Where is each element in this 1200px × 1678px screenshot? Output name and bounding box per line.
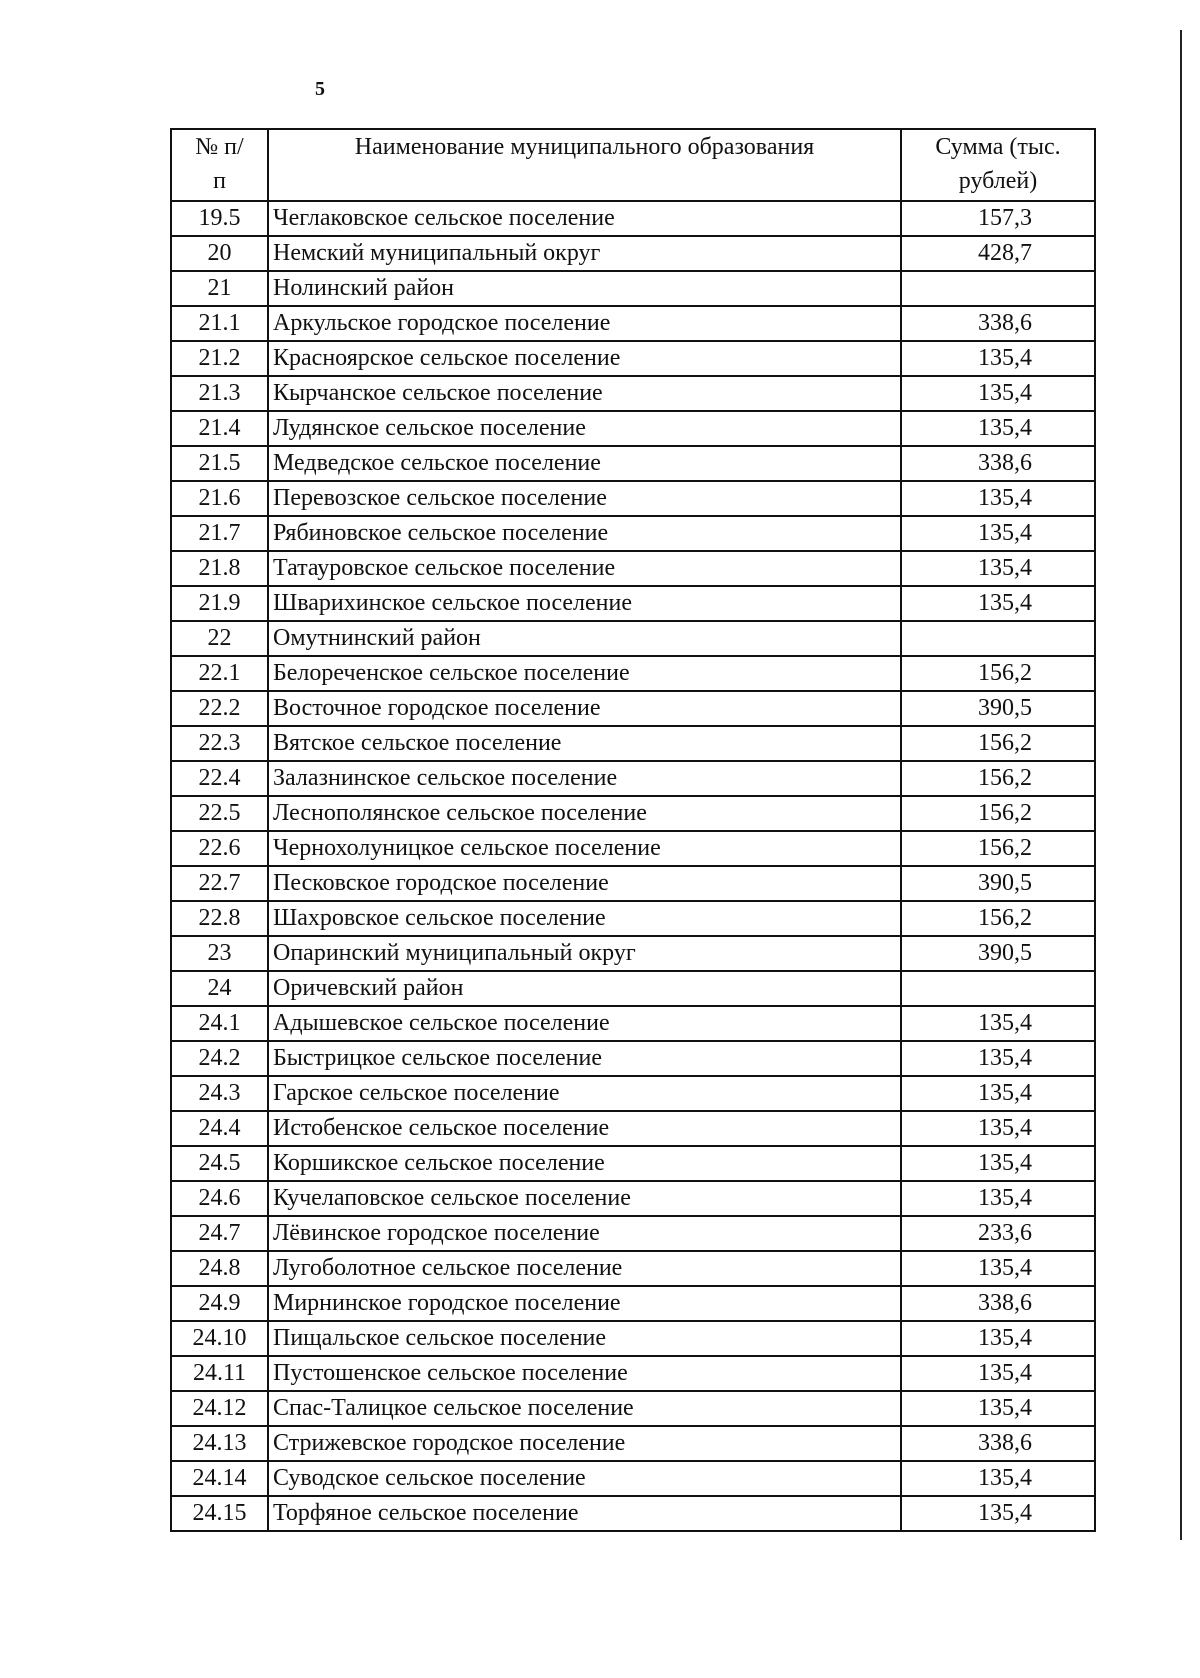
row-municipality-name: Адышевское сельское поселение xyxy=(268,1006,901,1041)
table-row xyxy=(171,1216,1095,1251)
row-municipality-name: Пищальское сельское поселение xyxy=(268,1321,901,1356)
row-municipality-name: Шварихинское сельское поселение xyxy=(268,586,901,621)
row-sum: 338,6 xyxy=(901,446,1095,481)
table-row xyxy=(171,271,1095,306)
table-row xyxy=(171,1461,1095,1496)
row-municipality-name: Белореченское сельское поселение xyxy=(268,656,901,691)
row-sum: 135,4 xyxy=(901,1391,1095,1426)
table-row xyxy=(171,1076,1095,1111)
page-number xyxy=(0,78,1200,101)
table-row xyxy=(171,656,1095,691)
row-number: 24.10 xyxy=(171,1321,268,1356)
row-municipality-name: Перевозское сельское поселение xyxy=(268,481,901,516)
row-number: 24.7 xyxy=(171,1216,268,1251)
table-row xyxy=(171,1146,1095,1181)
allocation-table xyxy=(170,128,1096,1532)
table-row xyxy=(171,1006,1095,1041)
row-municipality-name: Шахровское сельское поселение xyxy=(268,901,901,936)
table-body xyxy=(171,201,1095,1531)
row-number: 21.1 xyxy=(171,306,268,341)
table-row xyxy=(171,481,1095,516)
row-number: 22.8 xyxy=(171,901,268,936)
row-number: 24.14 xyxy=(171,1461,268,1496)
row-sum: 390,5 xyxy=(901,866,1095,901)
table-row xyxy=(171,1181,1095,1216)
header-sum: Сумма (тыс. рублей) xyxy=(901,129,1095,201)
row-sum: 156,2 xyxy=(901,761,1095,796)
row-sum: 135,4 xyxy=(901,1006,1095,1041)
table-row xyxy=(171,306,1095,341)
row-sum: 233,6 xyxy=(901,1216,1095,1251)
row-municipality-name: Гарское сельское поселение xyxy=(268,1076,901,1111)
table-row xyxy=(171,1111,1095,1146)
row-sum: 338,6 xyxy=(901,306,1095,341)
row-number: 24.2 xyxy=(171,1041,268,1076)
row-number: 21.9 xyxy=(171,586,268,621)
row-municipality-name: Медведское сельское поселение xyxy=(268,446,901,481)
row-municipality-name: Чеглаковское сельское поселение xyxy=(268,201,901,236)
row-municipality-name: Чернохолуницкое сельское поселение xyxy=(268,831,901,866)
table-row xyxy=(171,761,1095,796)
row-number: 21.4 xyxy=(171,411,268,446)
row-municipality-name: Опаринский муниципальный округ xyxy=(268,936,901,971)
header-num: № п/п xyxy=(171,129,268,201)
row-number: 24.11 xyxy=(171,1356,268,1391)
row-municipality-name: Красноярское сельское поселение xyxy=(268,341,901,376)
row-municipality-name: Кучелаповское сельское поселение xyxy=(268,1181,901,1216)
row-municipality-name: Омутнинский район xyxy=(268,621,901,656)
table-row xyxy=(171,341,1095,376)
row-sum: 135,4 xyxy=(901,1251,1095,1286)
row-number: 24.13 xyxy=(171,1426,268,1461)
table-row xyxy=(171,901,1095,936)
row-municipality-name: Пустошенское сельское поселение xyxy=(268,1356,901,1391)
row-number: 22.5 xyxy=(171,796,268,831)
row-municipality-name: Лёвинское городское поселение xyxy=(268,1216,901,1251)
row-municipality-name: Истобенское сельское поселение xyxy=(268,1111,901,1146)
row-sum: 135,4 xyxy=(901,1496,1095,1531)
table-header-row xyxy=(171,129,1095,201)
row-sum: 135,4 xyxy=(901,586,1095,621)
row-municipality-name: Коршикское сельское поселение xyxy=(268,1146,901,1181)
row-sum: 428,7 xyxy=(901,236,1095,271)
table-row xyxy=(171,1041,1095,1076)
table-row xyxy=(171,866,1095,901)
row-sum: 135,4 xyxy=(901,551,1095,586)
row-sum: 156,2 xyxy=(901,796,1095,831)
table-row xyxy=(171,551,1095,586)
row-number: 24.8 xyxy=(171,1251,268,1286)
row-municipality-name: Лудянское сельское поселение xyxy=(268,411,901,446)
row-sum: 135,4 xyxy=(901,376,1095,411)
row-municipality-name: Восточное городское поселение xyxy=(268,691,901,726)
row-number: 24.5 xyxy=(171,1146,268,1181)
table-row xyxy=(171,1496,1095,1531)
row-sum: 157,3 xyxy=(901,201,1095,236)
page-number-text: 5 xyxy=(315,78,325,100)
row-sum: 135,4 xyxy=(901,1181,1095,1216)
table-row xyxy=(171,726,1095,761)
row-sum: 338,6 xyxy=(901,1426,1095,1461)
row-sum: 135,4 xyxy=(901,1076,1095,1111)
table-row xyxy=(171,1251,1095,1286)
row-number: 24.15 xyxy=(171,1496,268,1531)
table-row xyxy=(171,446,1095,481)
row-number: 21.3 xyxy=(171,376,268,411)
row-sum: 390,5 xyxy=(901,691,1095,726)
table-row xyxy=(171,236,1095,271)
row-number: 19.5 xyxy=(171,201,268,236)
row-number: 21.2 xyxy=(171,341,268,376)
table-row xyxy=(171,971,1095,1006)
row-sum: 135,4 xyxy=(901,1461,1095,1496)
row-number: 20 xyxy=(171,236,268,271)
row-number: 24 xyxy=(171,971,268,1006)
row-municipality-name: Быстрицкое сельское поселение xyxy=(268,1041,901,1076)
row-municipality-name: Лугоболотное сельское поселение xyxy=(268,1251,901,1286)
row-sum xyxy=(901,271,1095,306)
row-number: 22.2 xyxy=(171,691,268,726)
row-municipality-name: Оричевский район xyxy=(268,971,901,1006)
row-sum: 135,4 xyxy=(901,1041,1095,1076)
row-sum: 135,4 xyxy=(901,516,1095,551)
row-sum: 156,2 xyxy=(901,831,1095,866)
row-number: 21.6 xyxy=(171,481,268,516)
row-municipality-name: Татауровское сельское поселение xyxy=(268,551,901,586)
row-number: 21.8 xyxy=(171,551,268,586)
table-row xyxy=(171,796,1095,831)
row-municipality-name: Рябиновское сельское поселение xyxy=(268,516,901,551)
table-row xyxy=(171,1391,1095,1426)
row-municipality-name: Мирнинское городское поселение xyxy=(268,1286,901,1321)
row-municipality-name: Вятское сельское поселение xyxy=(268,726,901,761)
row-number: 24.9 xyxy=(171,1286,268,1321)
table-row xyxy=(171,621,1095,656)
row-municipality-name: Нолинский район xyxy=(268,271,901,306)
row-municipality-name: Стрижевское городское поселение xyxy=(268,1426,901,1461)
row-sum: 135,4 xyxy=(901,411,1095,446)
table-row xyxy=(171,1426,1095,1461)
row-municipality-name: Залазнинское сельское поселение xyxy=(268,761,901,796)
row-sum: 135,4 xyxy=(901,1356,1095,1391)
row-number: 24.1 xyxy=(171,1006,268,1041)
row-number: 22 xyxy=(171,621,268,656)
row-sum: 390,5 xyxy=(901,936,1095,971)
row-number: 22.7 xyxy=(171,866,268,901)
row-sum: 156,2 xyxy=(901,656,1095,691)
table-row xyxy=(171,936,1095,971)
row-number: 22.3 xyxy=(171,726,268,761)
row-municipality-name: Песковское городское поселение xyxy=(268,866,901,901)
row-sum xyxy=(901,621,1095,656)
row-municipality-name: Торфяное сельское поселение xyxy=(268,1496,901,1531)
row-number: 21.7 xyxy=(171,516,268,551)
table-row xyxy=(171,691,1095,726)
row-number: 22.1 xyxy=(171,656,268,691)
row-number: 24.4 xyxy=(171,1111,268,1146)
header-name: Наименование муниципального образования xyxy=(268,129,901,201)
row-number: 24.3 xyxy=(171,1076,268,1111)
row-number: 22.6 xyxy=(171,831,268,866)
row-sum xyxy=(901,971,1095,1006)
row-sum: 135,4 xyxy=(901,341,1095,376)
row-number: 21 xyxy=(171,271,268,306)
table-row xyxy=(171,201,1095,236)
table-row xyxy=(171,411,1095,446)
row-sum: 135,4 xyxy=(901,481,1095,516)
table-row xyxy=(171,516,1095,551)
row-municipality-name: Немский муниципальный округ xyxy=(268,236,901,271)
row-number: 22.4 xyxy=(171,761,268,796)
row-municipality-name: Суводское сельское поселение xyxy=(268,1461,901,1496)
table-row xyxy=(171,376,1095,411)
row-number: 21.5 xyxy=(171,446,268,481)
row-sum: 156,2 xyxy=(901,726,1095,761)
table-row xyxy=(171,1356,1095,1391)
row-sum: 135,4 xyxy=(901,1321,1095,1356)
row-municipality-name: Кырчанское сельское поселение xyxy=(268,376,901,411)
row-sum: 338,6 xyxy=(901,1286,1095,1321)
row-sum: 156,2 xyxy=(901,901,1095,936)
row-municipality-name: Аркульское городское поселение xyxy=(268,306,901,341)
row-municipality-name: Леснополянское сельское поселение xyxy=(268,796,901,831)
row-number: 24.6 xyxy=(171,1181,268,1216)
row-municipality-name: Спас-Талицкое сельское поселение xyxy=(268,1391,901,1426)
table-row xyxy=(171,1321,1095,1356)
row-number: 24.12 xyxy=(171,1391,268,1426)
table-row xyxy=(171,586,1095,621)
row-sum: 135,4 xyxy=(901,1111,1095,1146)
row-number: 23 xyxy=(171,936,268,971)
table-row xyxy=(171,1286,1095,1321)
table-row xyxy=(171,831,1095,866)
row-sum: 135,4 xyxy=(901,1146,1095,1181)
page-edge-line xyxy=(1180,30,1182,1540)
